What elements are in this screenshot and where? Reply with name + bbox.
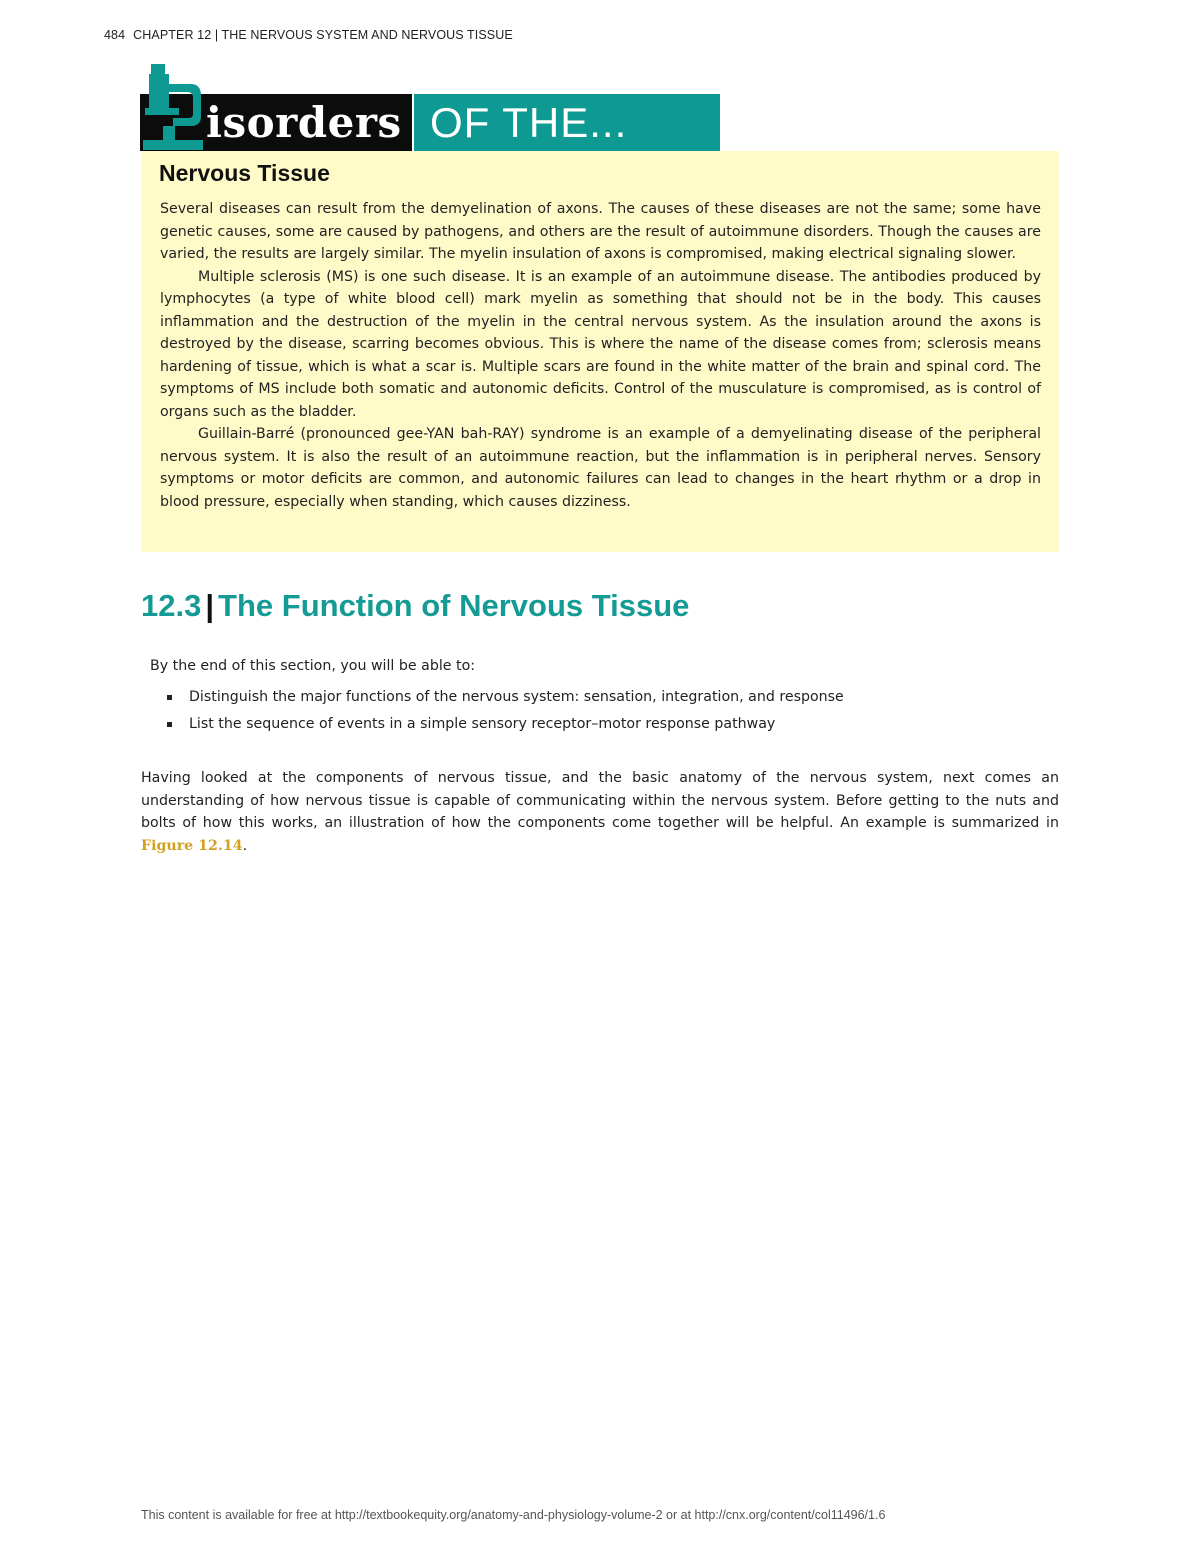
objective-text: Distinguish the major functions of the nervous system: sensation, integration, and response — [189, 689, 844, 705]
body-end: . — [242, 837, 248, 854]
microscope-icon — [143, 64, 205, 152]
body-text: Having looked at the components of nervous tissue, and the basic anatomy of the nervous system, next comes an understanding of how nervous tissue is capable of communicating within the nervous system. Before getting to the nuts and bolts of how this works, an illustration of how the components come together will be helpful. An example is summarized in — [141, 770, 1059, 831]
objective-text: List the sequence of events in a simple sensory receptor–motor response pathway — [189, 716, 776, 732]
feature-paragraph: Multiple sclerosis (MS) is one such disease. It is an example of an autoimmune disease. The antibodies produced by lymphocytes (a type of white blood cell) mark myelin as something that should not be in the body. This causes inflammation and the destruction of the myelin in the central nervous system. As the insulation around the axons is destroyed by the disease, scarring becomes obvious. This is where the name of the disease comes from; sclerosis means hardening of tissue, which is what a scar is. Multiple scars are found in the white matter of the brain and spinal cord. The symptoms of MS include both somatic and autonomic deficits. Control of the musculature is compromised, as is control of organs such as the bladder. — [160, 268, 1041, 420]
objectives-intro: By the end of this section, you will be able to: — [150, 658, 476, 674]
bullet-icon — [167, 695, 172, 700]
list-item — [165, 711, 844, 738]
feature-paragraph: Several diseases can result from the demyelination of axons. The causes of these diseases are not the same; some have genetic causes, some are caused by pathogens, and others are the result of autoimmune disorders. Though the causes are varied, the results are largely similar. The myelin insulation of axons is compromised, making electrical signaling slower. — [160, 201, 1041, 262]
section-heading — [141, 588, 689, 624]
feature-title: Nervous Tissue — [159, 160, 330, 186]
feature-paragraph: Guillain-Barré (pronounced gee-YAN bah-RAY) syndrome is an example of a demyelinating disease of the peripheral nervous system. It is also the result of an autoimmune reaction, but the inflammation is in peripheral nerves. Sensory symptoms or motor deficits are common, and autonomic failures can lead to changes in the heart rhythm or a drop in blood pressure, especially when standing, which causes dizziness. — [160, 426, 1041, 510]
chapter-title: CHAPTER 12 | THE NERVOUS SYSTEM AND NERVOUS TISSUE — [133, 28, 513, 42]
figure-link[interactable]: Figure 12.14 — [141, 837, 243, 854]
body-paragraph — [141, 767, 1059, 857]
section-title: The Function of Nervous Tissue — [218, 588, 690, 623]
objectives-list — [165, 684, 844, 738]
list-item — [165, 684, 844, 711]
running-head — [104, 28, 513, 42]
section-number: 12.3 — [141, 588, 202, 623]
banner-word: isorders — [206, 98, 402, 147]
feature-body — [160, 198, 1041, 513]
section-separator: | — [205, 588, 215, 623]
banner-suffix: OF THE... — [430, 99, 628, 146]
bullet-icon — [167, 722, 172, 727]
page-number: 484 — [104, 28, 126, 42]
footer: This content is available for free at http://textbookequity.org/anatomy-and-physiology-volume-2 or at http://cnx.org/content/col11496/1.6 — [141, 1508, 886, 1522]
